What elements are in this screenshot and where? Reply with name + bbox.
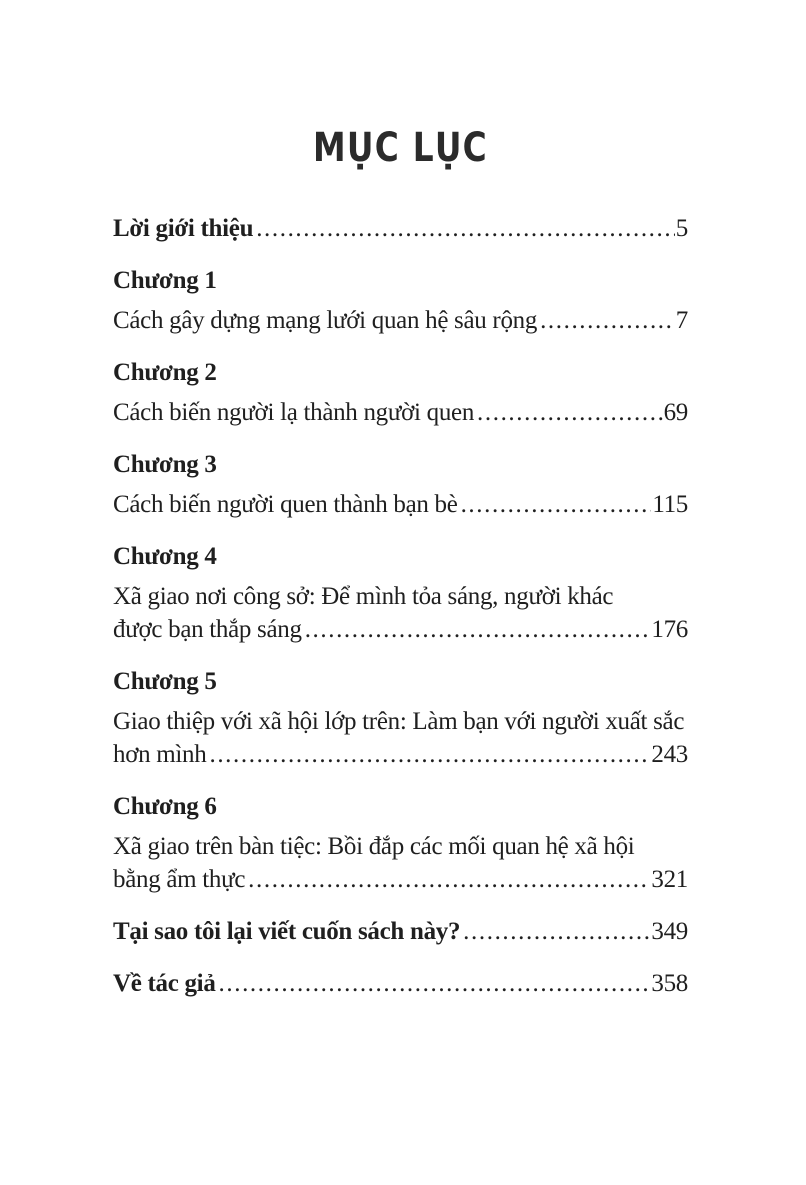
toc-title: MỤC LỤC xyxy=(313,125,488,171)
chapter-title-text: hơn mình xyxy=(113,741,207,768)
dot-leader xyxy=(253,212,675,245)
chapter-title-line xyxy=(113,580,688,613)
chapter-title-line-continued xyxy=(113,863,688,896)
chapter-title-text: Giao thiệp với xã hội lớp trên: Làm bạn với người xuất sắc xyxy=(113,708,685,735)
chapter-title-text: Xã giao trên bàn tiệc: Bồi đắp các mối quan hệ xã hội xyxy=(113,833,635,860)
chapter-title-text: Cách biến người quen thành bạn bè xyxy=(113,491,458,518)
toc-chapter-block xyxy=(113,448,688,521)
toc-chapter-block xyxy=(113,540,688,646)
chapter-title-line xyxy=(113,488,688,521)
toc-entry-intro xyxy=(113,212,688,245)
chapter-title-line xyxy=(113,705,688,738)
chapter-title-line-continued xyxy=(113,738,688,771)
entry-label: Về tác giả xyxy=(113,970,216,997)
chapter-heading: Chương 3 xyxy=(113,451,217,478)
page-number: 5 xyxy=(675,215,688,242)
dot-leader xyxy=(537,304,675,337)
page-number: 243 xyxy=(651,741,688,768)
chapter-title-text: bằng ẩm thực xyxy=(113,866,246,893)
page-number: 115 xyxy=(652,491,688,518)
chapter-title-line xyxy=(113,304,688,337)
toc-content xyxy=(113,0,688,1000)
entry-label: Lời giới thiệu xyxy=(113,215,254,242)
toc-entry-about-author xyxy=(113,967,688,1000)
page-number: 358 xyxy=(651,970,688,997)
toc-chapter-block xyxy=(113,665,688,771)
chapter-title-text: Xã giao nơi công sở: Để mình tỏa sáng, người khác xyxy=(113,583,614,610)
chapter-heading: Chương 5 xyxy=(113,668,217,695)
dot-leader xyxy=(206,738,650,771)
chapter-title-text: Cách gây dựng mạng lưới quan hệ sâu rộng xyxy=(113,307,538,334)
chapter-title-text: được bạn thắp sáng xyxy=(113,616,302,643)
dot-leader xyxy=(460,915,650,948)
page-number: 176 xyxy=(651,616,688,643)
toc-chapter-block xyxy=(113,790,688,896)
page-number: 349 xyxy=(651,918,688,945)
toc-entry-why-book xyxy=(113,915,688,948)
page-number: 69 xyxy=(663,399,688,426)
dot-leader xyxy=(474,396,663,429)
dot-leader xyxy=(216,967,651,1000)
chapter-heading: Chương 4 xyxy=(113,543,217,570)
dot-leader xyxy=(302,613,651,646)
dot-leader xyxy=(245,863,650,896)
toc-chapter-block xyxy=(113,264,688,337)
chapter-title-line xyxy=(113,830,688,863)
entry-label: Tại sao tôi lại viết cuốn sách này? xyxy=(113,918,461,945)
chapter-heading: Chương 6 xyxy=(113,793,217,820)
chapter-heading: Chương 2 xyxy=(113,359,217,386)
page-number: 321 xyxy=(651,866,688,893)
chapter-title-line xyxy=(113,396,688,429)
chapter-heading: Chương 1 xyxy=(113,267,217,294)
toc-chapter-block xyxy=(113,356,688,429)
chapter-title-text: Cách biến người lạ thành người quen xyxy=(113,399,475,426)
chapter-title-line-continued xyxy=(113,613,688,646)
page-number: 7 xyxy=(675,307,688,334)
dot-leader xyxy=(458,488,652,521)
